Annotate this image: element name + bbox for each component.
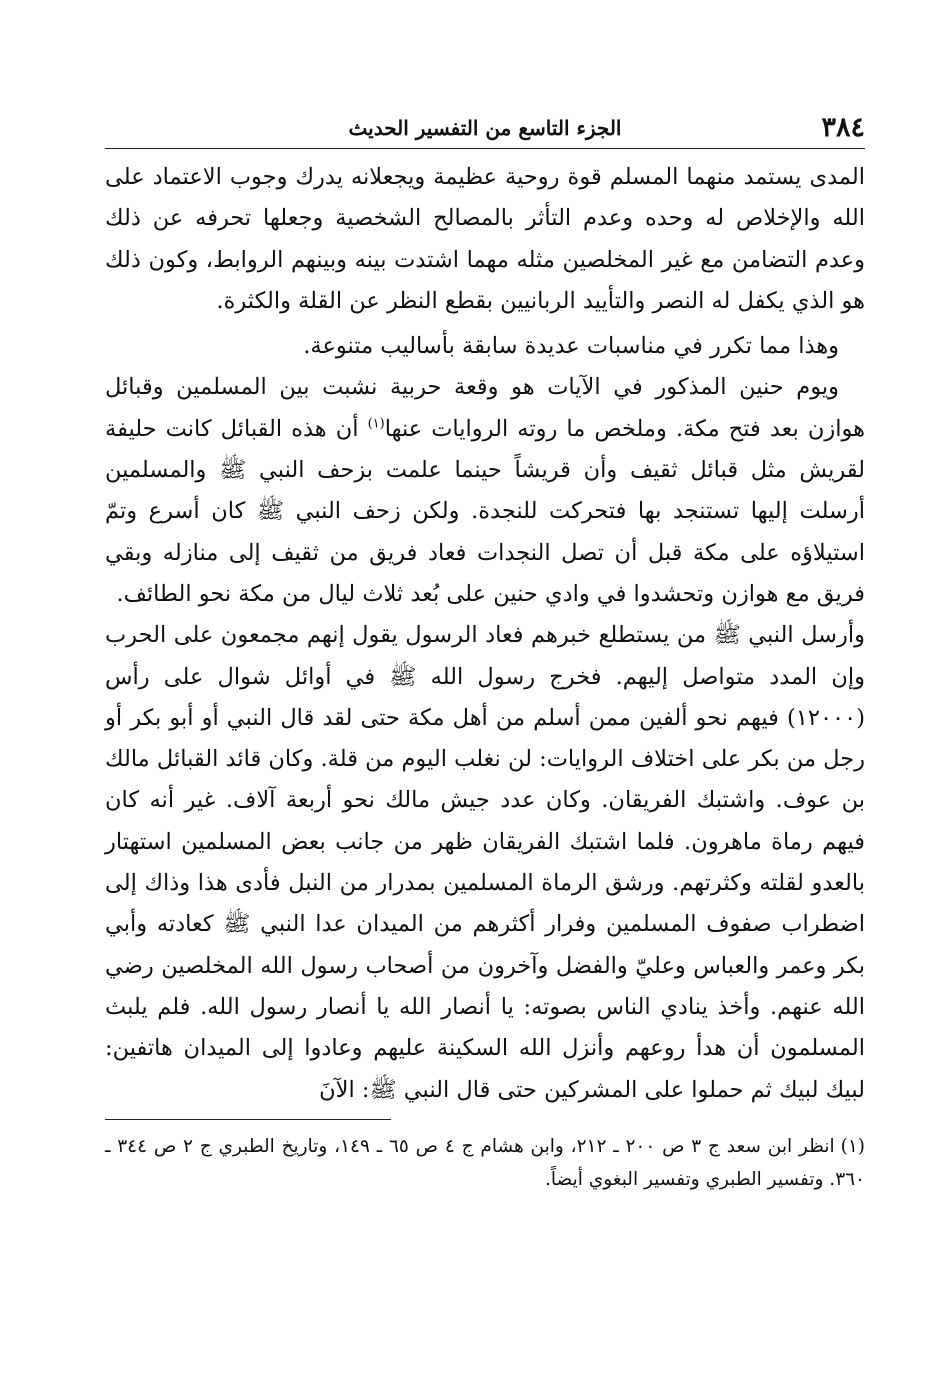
main-text (105, 157, 865, 1111)
footnote-separator (105, 1119, 391, 1120)
running-header (105, 108, 865, 149)
footnotes (105, 1130, 865, 1196)
book-page (105, 108, 865, 1196)
paragraph-3 (105, 367, 865, 615)
footnote-reference: (١) (367, 416, 385, 432)
paragraph-2: وهذا مما تكرر في مناسبات عديدة سابقة بأساليب متنوعة. (303, 333, 839, 360)
header-title: الجزء التاسع من التفسير الحديث (348, 116, 622, 140)
footnote-separator-wrap (105, 1111, 865, 1120)
paragraph-1: المدى يستمد منهما المسلم قوة روحية عظيمة ويجعلانه يدرك وجوب الاعتماد على الله والإخلاص له وحده وعدم التأثر بالمصالح الشخصية وجعلها تحرفه عن ذلك وعدم التضامن مع غير المخلصين مثله مهما اشتدت بينه وبينهم الروابط، وكون ذلك هو الذي يكفل له النصر والتأييد الربانيين بقطع النظر عن القلة والكثرة. (105, 164, 865, 314)
footnote-text: انظر ابن سعد ج ٣ ص ٢٠٠ ـ ٢١٢، وابن هشام ج ٤ ص ٦٥ ـ ١٤٩، وتاريخ الطبري ج ٢ ص ٣٤٤ ـ ٣٦٠. وتفسير الطبري وتفسير البغوي أيضاً. (105, 1135, 865, 1190)
paragraph-3-text-a: ويوم حنين المذكور في الآيات هو وقعة حربية نشبت بين المسلمين وقبائل هوازن بعد فتح مكة. وملخص ما روته الروايات عنها (105, 374, 865, 442)
paragraph-3-text-b: أن هذه القبائل كانت حليفة لقريش مثل قبائل ثقيف وأن قريشاً حينما علمت بزحف النبي ﷺ والمسلمين أرسلت إليها تستنجد بها فتحركت للنجدة. ولكن زحف النبي ﷺ كان أسرع وتمّ استيلاؤه على مكة قبل أن تصل النجدات فعاد فريق من ثقيف إلى منازله وبقي فريق مع هوازن وتحشدوا في وادي حنين على بُعد ثلاث ليال من مكة نحو الطائف. (105, 415, 865, 607)
footnote-1 (105, 1130, 865, 1196)
paragraph-4: وأرسل النبي ﷺ من يستطلع خبرهم فعاد الرسول يقول إنهم مجمعون على الحرب وإن المدد متواصل إليهم. فخرج رسول الله ﷺ في أوائل شوال على رأس (١٢٠٠٠) فيهم نحو ألفين ممن أسلم من أهل مكة حتى لقد قال النبي أو أبو بكر أو رجل من بكر على اختلاف الروايات: لن نغلب اليوم من قلة. وكان قائد القبائل مالك بن عوف. واشتبك الفريقان. وكان عدد جيش مالك نحو أربعة آلاف. غير أنه كان فيهم رماة ماهرون. فلما اشتبك الفريقان ظهر من جانب بعض المسلمين استهتار بالعدو لقلته وكثرتهم. ورشق الرماة المسلمين بمدرار من النبل فأدى هذا وذاك إلى اضطراب صفوف المسلمين وفرار أكثرهم من الميدان عدا النبي ﷺ كعادته وأبي بكر وعمر والعباس وعليّ والفضل وآخرون من أصحاب رسول الله المخلصين رضي الله عنهم. وأخذ ينادي الناس بصوته: يا أنصار الله يا أنصار رسول الله. فلم يلبث المسلمون أن هدأ روعهم وأنزل الله السكينة عليهم وعادوا إلى الميدان هاتفين: لبيك لبيك ثم حملوا على المشركين حتى قال النبي ﷺ: الآنَ (105, 622, 865, 1103)
page-number: ٣٨٤ (821, 112, 865, 143)
footnote-marker: (١) (840, 1135, 865, 1157)
